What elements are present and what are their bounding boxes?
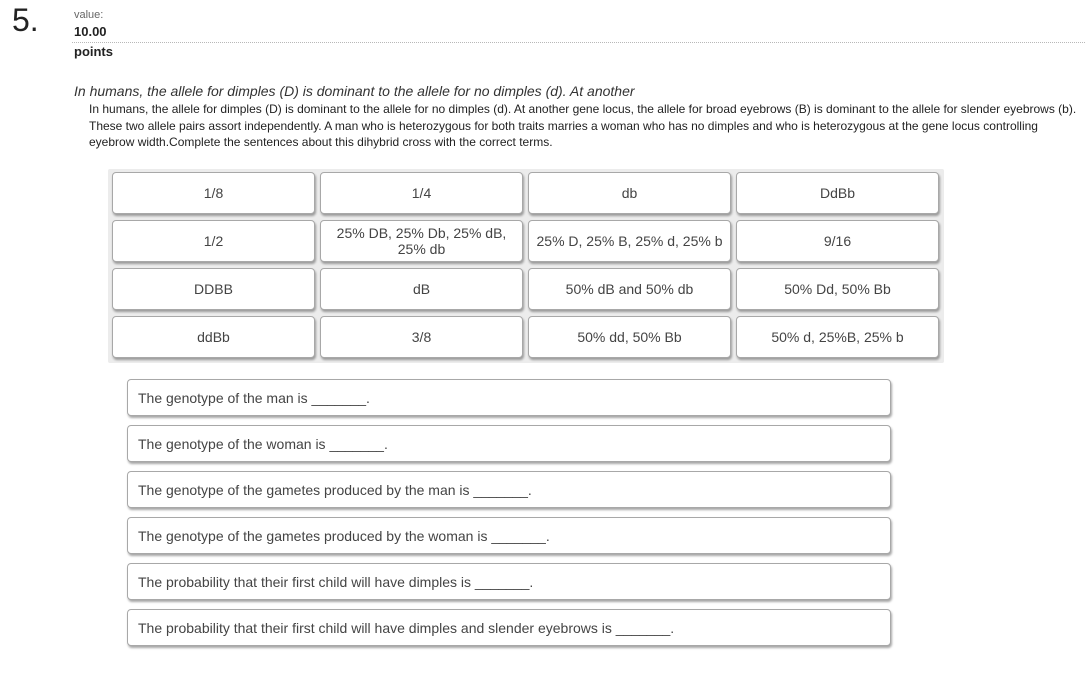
sentence-drop-target[interactable] [127,471,891,508]
answer-bank [108,169,944,363]
answer-tile[interactable] [112,220,315,262]
answer-tile[interactable] [112,268,315,310]
sentence-drop-target[interactable] [127,563,891,600]
sentence-text: The genotype of the man is _______. [138,389,370,406]
answer-tile-label: 50% Dd, 50% Bb [784,281,891,297]
prompt-italic-line: In humans, the allele for dimples (D) is dominant to the allele for no dimples (d). At another [74,83,635,99]
sentence-drop-target[interactable] [127,425,891,462]
answer-tile-label: DdBb [819,185,856,201]
sentence-text: The probability that their first child will have dimples and slender eyebrows is _______. [138,619,675,636]
answer-tile-label: 25% D, 25% B, 25% d, 25% b [536,233,723,249]
answer-tile-label: dB [412,281,431,297]
answer-tile[interactable] [736,220,939,262]
value-unit: points [74,44,113,59]
answer-tile[interactable] [528,268,731,310]
answer-tile[interactable] [112,316,315,358]
header-divider [72,42,1085,43]
value-label: value: [74,9,104,21]
sentence-text: The genotype of the gametes produced by the man is _______. [138,481,532,498]
answer-tile[interactable] [320,172,523,214]
answer-tile-label: 3/8 [411,329,432,345]
sentence-text: The genotype of the woman is _______. [138,435,388,452]
answer-tile-label: db [621,185,638,201]
answer-tile-label: 25% DB, 25% Db, 25% dB, 25% db [336,225,507,257]
answer-tile-label: 1/2 [203,233,224,249]
answer-tile-label: 50% d, 25%B, 25% b [771,329,904,345]
answer-tile-label: 1/4 [411,185,432,201]
answer-tile-label: 50% dB and 50% db [565,281,694,297]
sentence-drop-target[interactable] [127,609,891,646]
sentence-drop-target[interactable] [127,517,891,554]
answer-tile[interactable] [528,172,731,214]
answer-tile-label: 9/16 [823,233,852,249]
sentence-text: The probability that their first child will have dimples is _______. [138,573,534,590]
answer-tile[interactable] [736,268,939,310]
answer-tile-label: DDBB [194,281,233,297]
answer-tile[interactable] [736,172,939,214]
value-number: 10.00 [74,24,107,39]
answer-tile-label: 50% dd, 50% Bb [577,329,682,345]
question-number: 5. [12,2,39,38]
answer-tile[interactable] [320,316,523,358]
answer-tile[interactable] [528,316,731,358]
prompt-body: In humans, the allele for dimples (D) is dominant to the allele for no dimples (d). At another gene locus, the allele for broad eyebrows (B) is dominant to the allele for slender eyebrows (b). These two allele pairs assort independently. A man who is heterozygous for both traits marries a woman who has no dimples and who is heterozygous at the gene locus controlling eyebrow width.Complete the sentences about this dihybrid cross with the correct terms. [89,102,1077,149]
answer-tile[interactable] [112,172,315,214]
answer-tile[interactable] [736,316,939,358]
answer-tile[interactable] [320,268,523,310]
answer-tile-label: 1/8 [203,185,224,201]
sentence-text: The genotype of the gametes produced by the woman is _______. [138,527,550,544]
answer-tile[interactable] [528,220,731,262]
sentence-drop-target[interactable] [127,379,891,416]
answer-tile-label: ddBb [197,329,230,345]
answer-tile[interactable] [320,220,523,262]
